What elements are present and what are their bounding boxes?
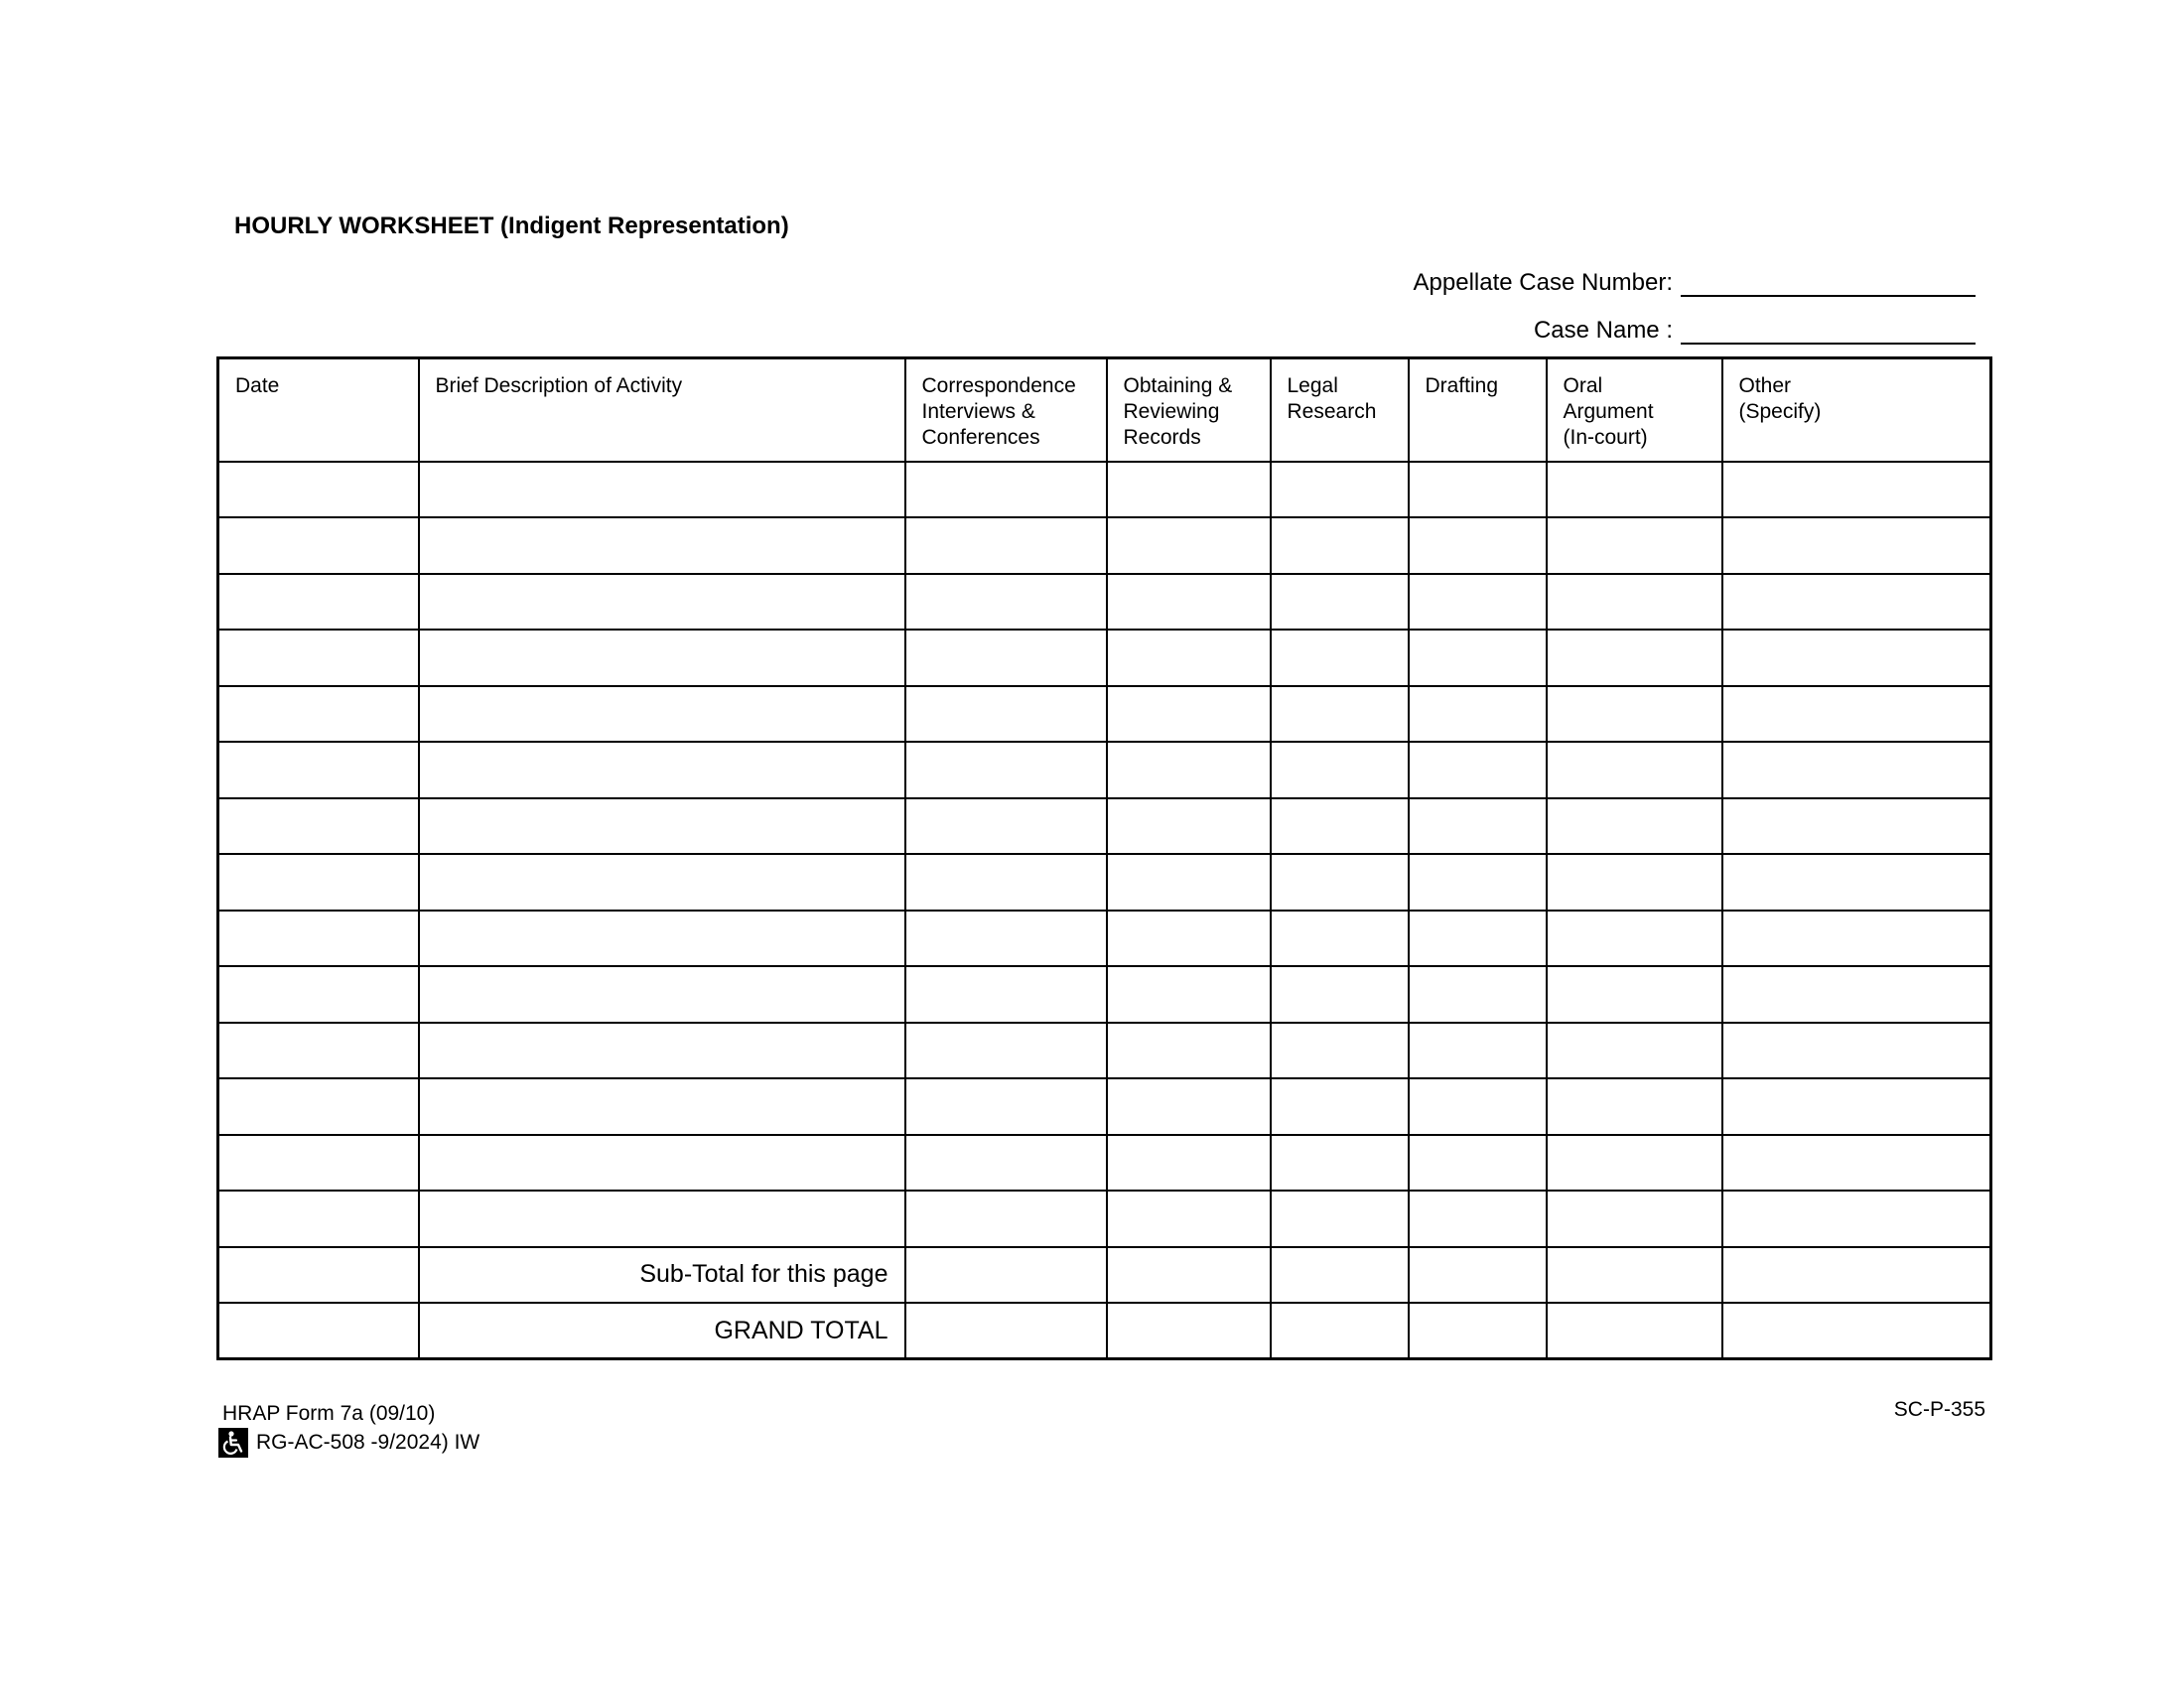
grand-total-records-cell[interactable] xyxy=(1107,1303,1271,1359)
legal-research-cell[interactable] xyxy=(1271,911,1409,967)
description-cell[interactable] xyxy=(419,854,905,911)
description-cell[interactable] xyxy=(419,686,905,743)
entry-row xyxy=(218,630,1991,686)
other-cell[interactable] xyxy=(1722,1023,1991,1079)
date-cell[interactable] xyxy=(218,1023,419,1079)
other-cell[interactable] xyxy=(1722,966,1991,1023)
column-header-other: Other (Specify) xyxy=(1722,358,1991,462)
entry-rows xyxy=(218,462,1991,1359)
drafting-cell[interactable] xyxy=(1409,742,1547,798)
description-cell[interactable] xyxy=(419,630,905,686)
grand-total-correspondence-cell[interactable] xyxy=(905,1303,1107,1359)
grand-total-other-cell[interactable] xyxy=(1722,1303,1991,1359)
date-cell[interactable] xyxy=(218,911,419,967)
description-cell[interactable] xyxy=(419,1191,905,1247)
oral-argument-cell[interactable] xyxy=(1547,798,1722,855)
form-code: SC-P-355 xyxy=(1893,1398,1985,1421)
legal-research-cell[interactable] xyxy=(1271,742,1409,798)
description-cell[interactable] xyxy=(419,462,905,518)
legal-research-cell[interactable] xyxy=(1271,1023,1409,1079)
entry-row xyxy=(218,798,1991,855)
oral-argument-cell[interactable] xyxy=(1547,517,1722,574)
other-cell[interactable] xyxy=(1722,686,1991,743)
legal-research-cell[interactable] xyxy=(1271,1191,1409,1247)
grand-total-oral-argument-cell[interactable] xyxy=(1547,1303,1722,1359)
subtotal-oral-argument-cell[interactable] xyxy=(1547,1247,1722,1304)
other-cell[interactable] xyxy=(1722,1078,1991,1135)
column-header-date: Date xyxy=(218,358,419,462)
entry-row xyxy=(218,966,1991,1023)
drafting-cell[interactable] xyxy=(1409,798,1547,855)
correspondence-cell[interactable] xyxy=(905,1135,1107,1192)
case-name-label: Case Name : xyxy=(1533,317,1673,344)
appellate-case-number-label: Appellate Case Number: xyxy=(1413,269,1673,296)
date-cell[interactable] xyxy=(218,798,419,855)
subtotal-records-cell[interactable] xyxy=(1107,1247,1271,1304)
entry-row xyxy=(218,1135,1991,1192)
grand-total-label: GRAND TOTAL xyxy=(419,1303,905,1359)
correspondence-cell[interactable] xyxy=(905,854,1107,911)
records-cell[interactable] xyxy=(1107,1078,1271,1135)
subtotal-correspondence-cell[interactable] xyxy=(905,1247,1107,1304)
records-cell[interactable] xyxy=(1107,798,1271,855)
drafting-cell[interactable] xyxy=(1409,462,1547,518)
oral-argument-cell[interactable] xyxy=(1547,462,1722,518)
date-cell[interactable] xyxy=(218,854,419,911)
column-header-oral-argument: Oral Argument (In-court) xyxy=(1547,358,1722,462)
description-cell[interactable] xyxy=(419,911,905,967)
correspondence-cell[interactable] xyxy=(905,686,1107,743)
records-cell[interactable] xyxy=(1107,1023,1271,1079)
records-cell[interactable] xyxy=(1107,854,1271,911)
revision-code: RG-AC-508 -9/2024) IW xyxy=(256,1431,480,1454)
date-cell[interactable] xyxy=(218,1135,419,1192)
revision-line xyxy=(222,1428,479,1458)
records-cell[interactable] xyxy=(1107,517,1271,574)
form-id: HRAP Form 7a (09/10) xyxy=(222,1402,436,1425)
oral-argument-cell[interactable] xyxy=(1547,630,1722,686)
drafting-cell[interactable] xyxy=(1409,630,1547,686)
date-cell[interactable] xyxy=(218,966,419,1023)
records-cell[interactable] xyxy=(1107,911,1271,967)
description-cell[interactable] xyxy=(419,742,905,798)
subtotal-date-cell xyxy=(218,1247,419,1304)
case-name-field[interactable] xyxy=(1681,319,1976,345)
legal-research-cell[interactable] xyxy=(1271,798,1409,855)
oral-argument-cell[interactable] xyxy=(1547,1135,1722,1192)
correspondence-cell[interactable] xyxy=(905,462,1107,518)
other-cell[interactable] xyxy=(1722,517,1991,574)
entry-row xyxy=(218,742,1991,798)
correspondence-cell[interactable] xyxy=(905,630,1107,686)
drafting-cell[interactable] xyxy=(1409,1135,1547,1192)
description-cell[interactable] xyxy=(419,574,905,631)
other-cell[interactable] xyxy=(1722,1135,1991,1192)
records-cell[interactable] xyxy=(1107,1135,1271,1192)
other-cell[interactable] xyxy=(1722,911,1991,967)
oral-argument-cell[interactable] xyxy=(1547,911,1722,967)
other-cell[interactable] xyxy=(1722,798,1991,855)
drafting-cell[interactable] xyxy=(1409,911,1547,967)
column-header-correspondence: Correspondence Interviews & Conferences xyxy=(905,358,1107,462)
wheelchair-icon xyxy=(218,1428,248,1458)
subtotal-drafting-cell[interactable] xyxy=(1409,1247,1547,1304)
records-cell[interactable] xyxy=(1107,574,1271,631)
oral-argument-cell[interactable] xyxy=(1547,1191,1722,1247)
grand-total-date-cell xyxy=(218,1303,419,1359)
other-cell[interactable] xyxy=(1722,574,1991,631)
drafting-cell[interactable] xyxy=(1409,966,1547,1023)
legal-research-cell[interactable] xyxy=(1271,517,1409,574)
grand-total-row xyxy=(218,1303,1991,1359)
correspondence-cell[interactable] xyxy=(905,517,1107,574)
description-cell[interactable] xyxy=(419,966,905,1023)
legal-research-cell[interactable] xyxy=(1271,854,1409,911)
correspondence-cell[interactable] xyxy=(905,911,1107,967)
entry-row xyxy=(218,686,1991,743)
records-cell[interactable] xyxy=(1107,1191,1271,1247)
entry-row xyxy=(218,911,1991,967)
correspondence-cell[interactable] xyxy=(905,1023,1107,1079)
oral-argument-cell[interactable] xyxy=(1547,966,1722,1023)
date-cell[interactable] xyxy=(218,630,419,686)
form-id-line xyxy=(222,1400,479,1428)
header-row xyxy=(218,358,1991,462)
legal-research-cell[interactable] xyxy=(1271,630,1409,686)
drafting-cell[interactable] xyxy=(1409,1078,1547,1135)
date-cell[interactable] xyxy=(218,1191,419,1247)
legal-research-cell[interactable] xyxy=(1271,574,1409,631)
column-header-legal-research: Legal Research xyxy=(1271,358,1409,462)
entry-row xyxy=(218,574,1991,631)
other-cell[interactable] xyxy=(1722,742,1991,798)
case-name-line xyxy=(1534,317,1976,345)
subtotal-row xyxy=(218,1247,1991,1304)
entry-row xyxy=(218,462,1991,518)
description-cell[interactable] xyxy=(419,1023,905,1079)
oral-argument-cell[interactable] xyxy=(1547,574,1722,631)
subtotal-legal-research-cell[interactable] xyxy=(1271,1247,1409,1304)
drafting-cell[interactable] xyxy=(1409,574,1547,631)
date-cell[interactable] xyxy=(218,462,419,518)
oral-argument-cell[interactable] xyxy=(1547,742,1722,798)
other-cell[interactable] xyxy=(1722,630,1991,686)
other-cell[interactable] xyxy=(1722,854,1991,911)
legal-research-cell[interactable] xyxy=(1271,1078,1409,1135)
correspondence-cell[interactable] xyxy=(905,1078,1107,1135)
entry-row xyxy=(218,1078,1991,1135)
date-cell[interactable] xyxy=(218,517,419,574)
entry-row xyxy=(218,517,1991,574)
entry-row xyxy=(218,854,1991,911)
drafting-cell[interactable] xyxy=(1409,686,1547,743)
grand-total-drafting-cell[interactable] xyxy=(1409,1303,1547,1359)
subtotal-other-cell[interactable] xyxy=(1722,1247,1991,1304)
drafting-cell[interactable] xyxy=(1409,517,1547,574)
date-cell[interactable] xyxy=(218,1078,419,1135)
date-cell[interactable] xyxy=(218,574,419,631)
correspondence-cell[interactable] xyxy=(905,574,1107,631)
correspondence-cell[interactable] xyxy=(905,966,1107,1023)
records-cell[interactable] xyxy=(1107,686,1271,743)
column-header-drafting: Drafting xyxy=(1409,358,1547,462)
records-cell[interactable] xyxy=(1107,630,1271,686)
legal-research-cell[interactable] xyxy=(1271,686,1409,743)
date-cell[interactable] xyxy=(218,686,419,743)
other-cell[interactable] xyxy=(1722,462,1991,518)
description-cell[interactable] xyxy=(419,517,905,574)
correspondence-cell[interactable] xyxy=(905,742,1107,798)
correspondence-cell[interactable] xyxy=(905,1191,1107,1247)
legal-research-cell[interactable] xyxy=(1271,462,1409,518)
other-cell[interactable] xyxy=(1722,1191,1991,1247)
entry-row xyxy=(218,1023,1991,1079)
hourly-worksheet-table xyxy=(216,356,1992,1360)
legal-research-cell[interactable] xyxy=(1271,966,1409,1023)
drafting-cell[interactable] xyxy=(1409,1023,1547,1079)
correspondence-cell[interactable] xyxy=(905,798,1107,855)
records-cell[interactable] xyxy=(1107,742,1271,798)
grand-total-legal-research-cell[interactable] xyxy=(1271,1303,1409,1359)
description-cell[interactable] xyxy=(419,1135,905,1192)
records-cell[interactable] xyxy=(1107,462,1271,518)
oral-argument-cell[interactable] xyxy=(1547,1023,1722,1079)
oral-argument-cell[interactable] xyxy=(1547,1078,1722,1135)
description-cell[interactable] xyxy=(419,798,905,855)
column-header-records: Obtaining & Reviewing Records xyxy=(1107,358,1271,462)
description-cell[interactable] xyxy=(419,1078,905,1135)
subtotal-label: Sub-Total for this page xyxy=(419,1247,905,1304)
drafting-cell[interactable] xyxy=(1409,1191,1547,1247)
records-cell[interactable] xyxy=(1107,966,1271,1023)
appellate-case-number-field[interactable] xyxy=(1681,271,1976,297)
column-header-description: Brief Description of Activity xyxy=(419,358,905,462)
entry-row xyxy=(218,1191,1991,1247)
drafting-cell[interactable] xyxy=(1409,854,1547,911)
appellate-case-number-line xyxy=(1414,269,1976,297)
oral-argument-cell[interactable] xyxy=(1547,854,1722,911)
form-title: HOURLY WORKSHEET (Indigent Representation) xyxy=(234,212,789,239)
footer-left xyxy=(222,1400,479,1458)
date-cell[interactable] xyxy=(218,742,419,798)
oral-argument-cell[interactable] xyxy=(1547,686,1722,743)
legal-research-cell[interactable] xyxy=(1271,1135,1409,1192)
